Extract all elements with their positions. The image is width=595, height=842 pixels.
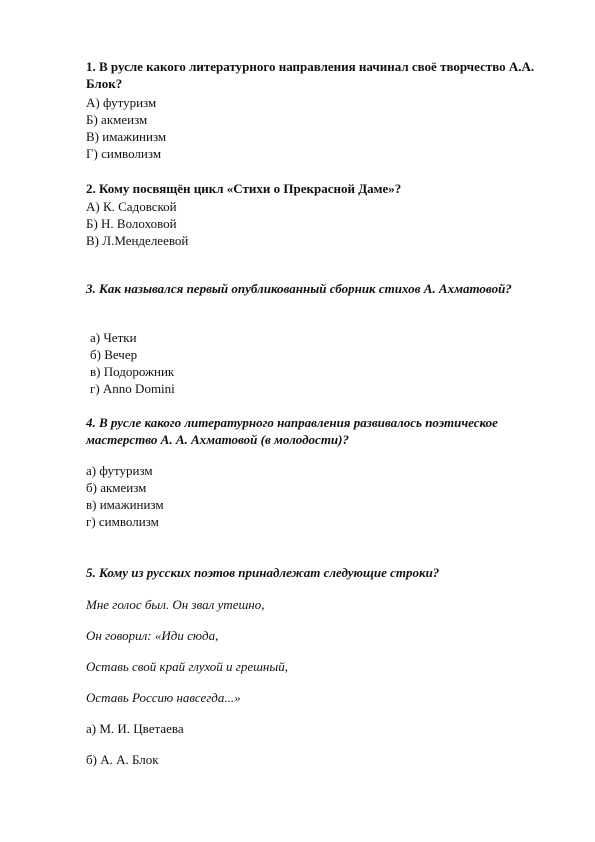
question-4-option-b: б) акмеизм (86, 480, 147, 495)
question-4-option-a: а) футуризм (86, 463, 153, 478)
question-4-option-c: в) имажинизм (86, 497, 164, 512)
question-5-option-a: а) М. И. Цветаева (86, 721, 184, 736)
question-3-option-d: г) Anno Domini (90, 381, 175, 396)
question-4-option-d: г) символизм (86, 514, 159, 529)
poem-line-3: Оставь свой край глухой и грешный, (86, 659, 288, 674)
question-1-option-d: Г) символизм (86, 146, 162, 161)
poem-line-1: Мне голос был. Он звал утешно, (86, 597, 265, 612)
question-2-option-b: Б) Н. Волоховой (86, 216, 177, 231)
poem-line-4: Оставь Россию навсегда...» (86, 690, 241, 705)
question-2-title: 2. Кому посвящён цикл «Стихи о Прекрасной Даме»? (86, 181, 402, 196)
question-1-option-b: Б) акмеизм (86, 112, 148, 127)
question-5-option-b: б) А. А. Блок (86, 752, 159, 767)
question-3-title: 3. Как назывался первый опубликованный сборник стихов А. Ахматовой? (86, 281, 512, 296)
question-3-option-b: б) Вечер (90, 347, 138, 362)
question-1-option-c: В) имажинизм (86, 129, 167, 144)
question-1-title: 1. В русле какого литературного направления начинал своё творчество А.А. Блок? (86, 59, 535, 91)
question-3-option-c: в) Подорожник (90, 364, 175, 379)
question-2-option-a: А) К. Садовской (86, 199, 177, 214)
poem-line-2: Он говорил: «Иди сюда, (86, 628, 219, 643)
question-5-title: 5. Кому из русских поэтов принадлежат следующие строки? (86, 565, 440, 580)
question-1-option-a: А) футуризм (86, 95, 157, 110)
question-3-option-a: а) Четки (90, 330, 137, 345)
question-4-title: 4. В русле какого литературного направления развивалось поэтическое мастерство А. А. Ахматовой (в молодости)? (86, 415, 498, 447)
question-2-option-c: В) Л.Менделеевой (86, 233, 189, 248)
